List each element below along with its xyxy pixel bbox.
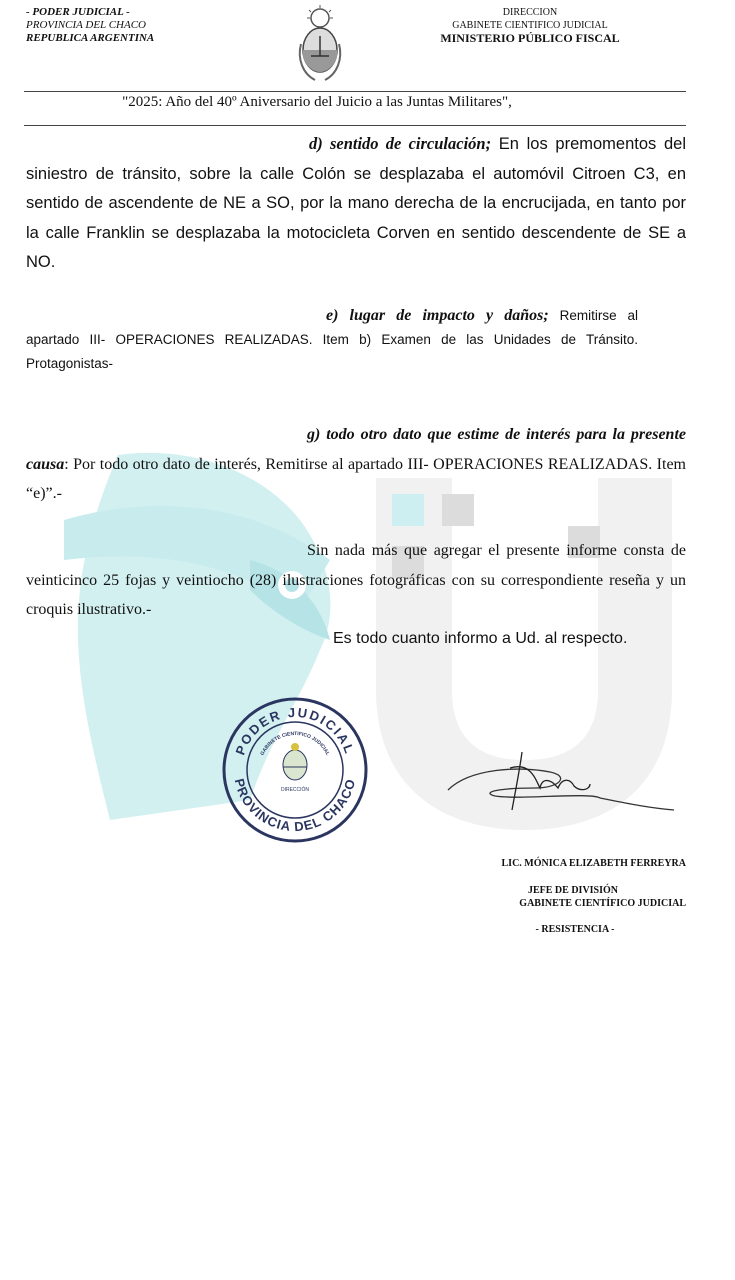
section-d-text: En los premomentos del siniestro de tránsito, sobre la calle Colón se desplazaba el automóvil Citroen C3, en sentido de ascendente de NE a SO, por la mano derecha de la encrucijada, en tanto por la calle Franklin se desplazaba la motocicleta Corven en sentido descendente de SE a NO. xyxy=(26,135,686,271)
closing-text: Sin nada más que agregar el presente informe consta de veinticinco 25 fojas y veintiocho (28) ilustraciones fotográficas con su correspondiente reseña y un croquis ilustrativo.- xyxy=(26,542,686,618)
header-right xyxy=(425,6,635,45)
header-left-line2: PROVINCIA DEL CHACO xyxy=(26,19,146,31)
header-divider-bottom xyxy=(24,125,686,126)
motto: "2025: Año del 40º Aniversario del Juicio a las Juntas Militares", xyxy=(122,94,512,110)
header-left-line1: - PODER JUDICIAL - xyxy=(26,6,130,18)
section-g xyxy=(26,420,686,509)
header-right-line3: MINISTERIO PÚBLICO FISCAL xyxy=(440,31,620,45)
section-g-text: : Por todo otro dato de interés, Remitirse al apartado III- OPERACIONES REALIZADAS. Item “e)”.- xyxy=(26,455,686,502)
section-d xyxy=(26,129,686,278)
stamp-center-text: DIRECCIÓN xyxy=(280,787,310,793)
header-right-line1: DIRECCION xyxy=(502,7,558,18)
handwritten-signature xyxy=(440,748,680,818)
header-right-line2: GABINETE CIENTIFICO JUDICIAL xyxy=(452,20,608,31)
signer-title-2: GABINETE CIENTÍFICO JUDICIAL xyxy=(519,897,686,909)
stamp-inner-text: GABINETE CIENTIFICO JUDICIAL xyxy=(259,730,331,757)
signer-title-1: JEFE DE DIVISIÓN xyxy=(527,885,619,896)
closing-final: Es todo cuanto informo a Ud. al respecto. xyxy=(333,630,628,647)
stamp-top-text: PODER JUDICIAL xyxy=(232,704,358,757)
coat-of-arms-icon xyxy=(295,4,345,82)
signature-footer: - RESISTENCIA - xyxy=(535,924,615,935)
section-e-text: Remitirse al apartado III- OPERACIONES REALIZADAS. Item b) Examen de las Unidades de Tránsito. Protagonistas- xyxy=(26,308,639,371)
section-g-heading: g) todo otro dato que estime de interés para la presente causa xyxy=(26,426,686,473)
section-e-heading: e) lugar de impacto y daños; xyxy=(326,307,549,324)
closing-paragraph xyxy=(26,536,686,625)
signer-title xyxy=(440,885,686,910)
signer-name: LIC. MÓNICA ELIZABETH FERREYRA xyxy=(501,858,686,869)
header-divider-top xyxy=(24,91,686,92)
header-left xyxy=(26,6,154,45)
header-left-line3: REPUBLICA ARGENTINA xyxy=(26,32,155,44)
stamp-bottom-text: PROVINCIA DEL CHACO xyxy=(231,776,359,835)
official-stamp xyxy=(220,695,370,845)
section-d-heading: d) sentido de circulación; xyxy=(309,134,492,153)
section-e xyxy=(26,304,638,376)
